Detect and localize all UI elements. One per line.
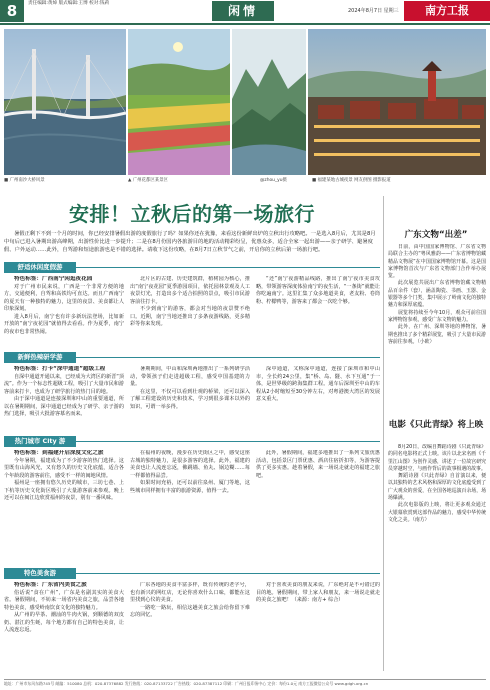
paragraph: 此次电影版的上映，将让更多观众通过大银幕欣赏到这部作品的魅力，感受中华传统文化之美。（南方）: [388, 502, 486, 523]
section-column: [256, 450, 380, 560]
sidebar-title: 广东文物“出差”: [404, 230, 468, 240]
paragraph: 不少到南宁的游客，都会对当地的夜景赞不绝口。近期，南宁当地还推出了多条夜游线路，更多精彩等你来发现。: [130, 306, 250, 328]
paragraph: 此次展览共展出广东省博物馆藏文物精品百余件（套），涵盖陶瓷、书画、玉器、金银器等多个门类，集中展示了岭南文化的独特魅力和深厚底蕴。: [388, 280, 486, 309]
sidebar-story: [388, 244, 486, 412]
section-kicker: 特色标签：广西南宁闲逛夜花园: [14, 276, 93, 282]
section-column: [256, 366, 380, 436]
paragraph: 对于喜欢美食的朋友来说，广东绝对是不可错过的目的地。暑假期间，带上家人和朋友，来一场说走就走的美食之旅吧！（来源：南方+ 综合）: [256, 582, 380, 604]
newspaper-logo: 南方工报: [404, 1, 490, 21]
paragraph: 舞蹈诗剧《只此青绿》自首演以来，便以其独特的艺术风格和深厚的文化底蕴受到了广大观众的喜爱，在全国各地巡演百余场，场场爆满。: [388, 473, 486, 502]
article-lead: 暑假正剩下不到一个月的时间，你已经安排暑假出游的度假旅行了吗？如果你还在犹豫，来看这份新鲜出炉的立秋出行攻略吧。一是选入8月后，尤其是8月中旬后已进入暑期出游高峰期，出游性价比进一步提升；二是在8月份国内各旅游目的地的活动精彩纷呈，优惠众多，适合全家一起出游——亲子研学、避暑度假、户外运动……此外，自驾游和短途旅游也是不错的选择。请收下这份攻略，在8月7日立秋节气之前，开启你的立秋后第一场旅行吧。: [4, 231, 376, 254]
paragraph: 福州是一座拥有悠久历史的城市，三坊七巷、上下杭等历史文化街区吸引了大量游客前来参观。晚上还可以在闽江边欣赏福州的夜景，别有一番风味。: [4, 480, 124, 502]
photo-caption: ■ 广州南沙大桥风景: [4, 178, 45, 183]
section-tag: 闲情: [212, 1, 274, 21]
page-number: 8: [0, 0, 24, 22]
editors-credit: 责任编辑:黄焯 版式编辑:王博 校对:钱莉: [28, 1, 110, 6]
section-column: [130, 582, 250, 676]
header-rule: [0, 23, 490, 25]
section-label: 舒适休闲度假游: [4, 262, 76, 273]
paragraph: 日前，由中国国家博物馆、广东省文物局联合主办的“粤风雅韵——广东省博物馆藏精品文物展”在中国国家博物馆开幕。这是国家博物馆首次与广东省文物部门合作举办展览。: [388, 244, 486, 280]
paragraph: 暑期期间，中山和深圳两地推出了一系列研学活动，带领孩子们走进超级工程，感受中国基建的力量。: [130, 366, 250, 388]
sidebar-title: 电影《只此青绿》将上映: [388, 420, 484, 430]
paragraph: 进入8月后，南宁也有许多新玩法登场，比如新开放的“南宁夜花园”就值得去看看。作为夏季，南宁的夜市也非常热闹。: [4, 313, 124, 335]
paragraph: 今年暑期，福建成为了不少游客的热门选择。这里既有山海风光，又有悠久的历史文化底蕴，适合各个年龄段的游客前往，感受不一样的闽地风情。: [4, 457, 124, 479]
section-column: [130, 276, 250, 356]
column-divider: [383, 196, 384, 671]
section-column: [4, 582, 124, 676]
photo-mountains: [232, 29, 306, 175]
paragraph: 俗话说“食在广州”，广东是名副其实的美食大省。暑假期间，不妨来一场省内美食之旅，品尝各地特色美食，感受岭南饮食文化的独特魅力。: [4, 589, 124, 611]
paragraph: 深中通道，又称深中通道，连接了深圳市和中山市，全长约24公里，集“桥、岛、隧、水下互通”于一体，是世界级的跨海集群工程。通车后深圳至中山的车程从2小时缩短至30分钟左右，对粤港澳大湾区的发展意义重大。: [256, 366, 380, 403]
paragraph: 北片区的古建、历史建筑群，植树园为核心，推出“南宁夜花园”夏季游园项目，依托园林景观及人工夜景灯光，打造出多个适合拍照的景点，吸引市民游客前往打卡。: [130, 276, 250, 305]
section-column: [256, 276, 380, 356]
section-column: [4, 276, 124, 356]
paragraph: 在这里，不仅可以看到壮观的桥梁，还可以深入了解工程建设的历史和技术，学习到很多课本以外的知识，可谓一举多得。: [130, 388, 250, 410]
paragraph: 从广州的早茶、潮汕的牛肉火锅，到顺德的双皮奶、湛江的生蚝，每个地方都有自己的特色美食，让人流连忘返。: [4, 612, 124, 634]
issue-date: 2024年8月7日 星期三: [348, 8, 399, 14]
sidebar-story: [388, 444, 486, 674]
page-header: [0, 0, 490, 28]
section-column: [130, 366, 250, 436]
photo-caption: ■ 福建某地古城夜景 网友供图 摄影报道: [312, 178, 391, 183]
photo-caption: @zhou_yu摄: [260, 178, 287, 183]
section-kicker: 特色标签：广东省内美食之旅: [14, 582, 87, 588]
paragraph: 此外，暑假期间，福建多地推出了一系列文旅优惠活动，包括景区门票优惠、酒店住宿折扣等，为游客提供了更多实惠。趁着暑假，来一场说走就走的福建之旅吧。: [256, 450, 380, 479]
section-bar: [4, 262, 380, 273]
section-kicker: 特色标签：到福建开启深度文化之旅: [14, 450, 104, 456]
article-title: 安排！立秋后的第一场旅行: [69, 202, 315, 226]
section-bar: [4, 352, 380, 363]
photo-strip: [4, 29, 486, 182]
paragraph: 一路吃一路玩，相信这趟美食之旅会给你留下难忘的回忆。: [130, 604, 250, 619]
page-footer: 地址：广州市东风东路745号 邮编：510080 总机：020-87376882 发行热线：020-87133722 广告热线：020-87387112 印刷：广州日报印务中心 定价：每份1.0元 南方工报微信公众号 www.gdgh.org.cn: [4, 679, 486, 687]
paragraph: 广东各地的美食丰富多样，既有传统的老字号，也有新兴的网红店，无论你喜欢什么口味，都能在这里找到心仪的美食。: [130, 582, 250, 604]
photo-ancient-town: [308, 29, 486, 175]
photo-bridge: [4, 29, 126, 175]
photo-flower-field: [128, 29, 230, 175]
paragraph: 8月20日，改编自舞蹈诗剧《只此青绿》的同名电影将正式上映。该片以北宋名画《千里江山图》为创作灵感，讲述了一位故宫研究员穿越时空，与画作背后的故事相遇的故事。: [388, 444, 486, 472]
section-label: 特色美食游: [4, 568, 76, 579]
paragraph: 对于广州市民来说，广西是一个非常方便的地方，交通便利，自驾和高铁均可直达。而且广西南宁的夏天有一种独特的魅力，这里的夜景、美食都让人印象深刻。: [4, 283, 124, 313]
section-column: [4, 366, 124, 436]
section-bar: [4, 568, 380, 579]
paragraph: 展览将持续至今年10月，观众可前往国家博物馆参观，感受广东文物的魅力。: [388, 309, 486, 323]
section-column: [4, 450, 124, 560]
section-label: 热门城市 City 游: [4, 436, 76, 447]
paragraph: 在福州的夜晚，漫步在历史街区之中，感受这座古城的独特魅力，是很多游客的选择。此外，福建的美食也让人流连忘返，佛跳墙、鱼丸、锅边糊……每一样都值得品尝。: [130, 450, 250, 479]
paragraph: 由于深中通道是连接深圳和中山的重要通道，所以在暑期期间，深中通道已经成为了研学、亲子游的热门选择，吸引大批游客慕名而来。: [4, 396, 124, 418]
section-column: [130, 450, 250, 560]
paragraph: 如果时间充裕，还可以前往泉州、厦门等地，这些城市同样拥有丰富的旅游资源，值得一去。: [130, 480, 250, 494]
paragraph: “还”南宁夜游精品线路，推出了南宁夜市美食攻略，带领游客深度体验南宁的夜生活，“一条街”就能让你吃遍南宁。这里汇集了众多地道美食，老友粉、卷筒粉、柠檬鸭等，游客来了都会一次吃个够。: [256, 276, 380, 305]
paragraph: 此外，在广州、深圳等地的博物馆，暑期也推出了多个精彩展览，吸引了大量市民游客前往参观。（小欧）: [388, 324, 486, 345]
section-label: 新鲜热辣研学游: [4, 352, 76, 363]
section-bar: [4, 436, 380, 447]
section-column: [256, 582, 380, 676]
section-kicker: 特色标签：打卡“深中通道”超级工程: [14, 366, 106, 372]
photo-caption: ▲ 广州花都区某景区: [128, 178, 168, 183]
paragraph: 自深中通道开通以来，已经成为大湾区的新晋“顶流”。作为一个标志性超级工程，吸引了大量市民和游客前来打卡，也成为了研学旅行的热门目的地。: [4, 373, 124, 395]
